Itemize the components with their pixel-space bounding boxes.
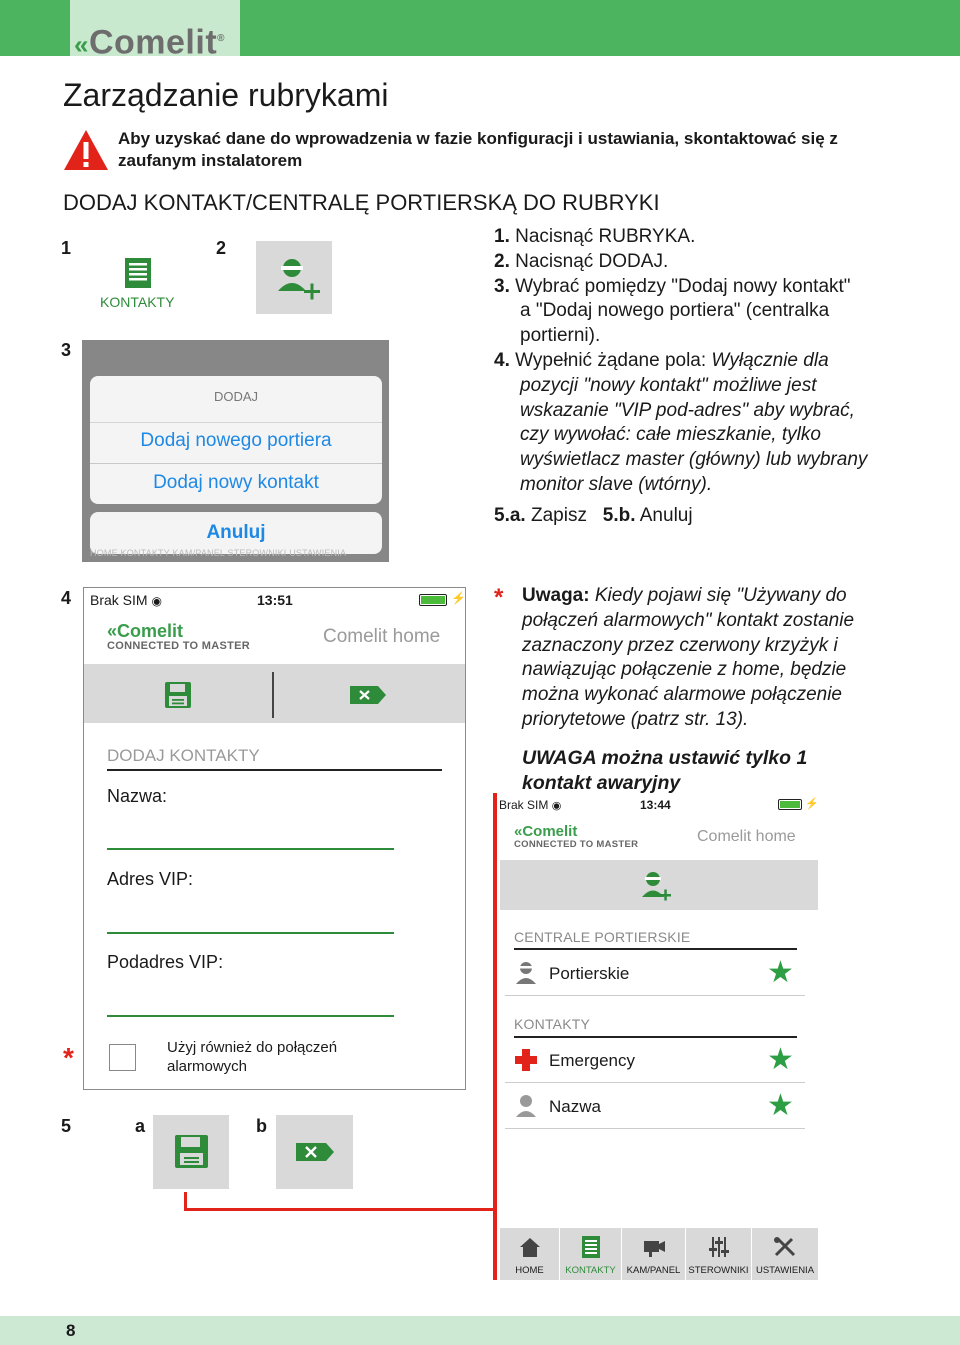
save-icon[interactable] xyxy=(164,681,192,709)
warning-text: Aby uzyskać dane do wprowadzenia w fazie konfiguracji i ustawiania, skontaktować się z zaufanym instalatorem xyxy=(118,129,838,170)
steps-list xyxy=(494,225,914,529)
step-4-line-2: pozycji "nowy kontakt" możliwe jest xyxy=(520,374,817,396)
step-3-line-2: a "Dodaj nowego portiera" (centralka xyxy=(520,300,830,322)
asterisk-marker: * xyxy=(63,1042,74,1073)
cancel-tile[interactable] xyxy=(276,1115,353,1189)
step-4-line-5: wyświetlacz master (główny) lub wybrany xyxy=(520,449,868,471)
favorite-star-icon[interactable]: ★ xyxy=(767,1043,794,1076)
figure-label-1: 1 xyxy=(61,238,72,258)
status-time: 13:51 xyxy=(257,592,293,608)
contact-person-icon xyxy=(515,1094,537,1118)
cancel-delete-icon xyxy=(276,1115,353,1189)
camera-icon xyxy=(642,1236,666,1258)
note-text: Uwaga: Kiedy pojawi się "Używany do połączeń alarmowych" kontakt zostanie zaznaczony przez czerwony krzyżyk i nawiązując połączenie z home, będzie można wykonać alarmowe połączenie priorytetowe (patrz str. 13). xyxy=(522,585,855,730)
home-name: Comelit home xyxy=(697,828,796,845)
contacts-list-icon xyxy=(582,1236,600,1258)
toolbar-separator xyxy=(272,672,274,718)
emergency-checkbox-label: Użyj również do połączeń alarmowych xyxy=(167,1039,338,1075)
nav-controllers[interactable]: STEROWNIKI xyxy=(686,1228,752,1280)
figure-label-a: a xyxy=(135,1116,146,1136)
row-divider xyxy=(505,1128,805,1129)
doorman-name: Portierskie xyxy=(549,964,630,983)
step-1: 1. Nacisnąć RUBRYKA. xyxy=(494,226,696,247)
sliders-icon xyxy=(707,1236,731,1258)
add-contact-button[interactable] xyxy=(256,241,332,314)
app-brand: «Comelit xyxy=(107,621,184,641)
row-divider xyxy=(505,995,805,996)
note-asterisk: * xyxy=(494,584,504,611)
nav-settings[interactable]: USTAWIENIA xyxy=(752,1228,818,1280)
vip-address-label: Adres VIP: xyxy=(107,869,194,889)
divider xyxy=(90,422,382,423)
contact-name: Nazwa xyxy=(549,1097,601,1116)
add-user-icon xyxy=(256,241,332,314)
divider xyxy=(90,463,382,464)
battery-icon xyxy=(778,799,802,810)
status-carrier: Brak SIM ◉ xyxy=(499,798,562,812)
step-4-line-4: czy wywołać: całe mieszkanie, tylko xyxy=(520,424,821,446)
dimmed-tab-bar: HOME KONTAKTY KAM/PANEL STEROWNIKI USTAWIENIA xyxy=(90,548,347,558)
add-user-icon[interactable] xyxy=(638,870,672,902)
vip-subaddress-label: Podadres VIP: xyxy=(107,952,224,972)
status-time: 13:44 xyxy=(640,798,671,812)
contacts-tab-label[interactable]: KONTAKTY xyxy=(100,294,175,310)
favorite-star-icon[interactable]: ★ xyxy=(767,956,794,989)
contacts-toolbar xyxy=(500,860,818,910)
doorman-section-heading: CENTRALE PORTIERSKIE xyxy=(514,929,691,945)
charging-icon: ⚡ xyxy=(451,591,466,605)
battery-icon xyxy=(419,594,447,606)
emergency-cross-icon xyxy=(514,1048,538,1072)
nav-home[interactable]: HOME xyxy=(500,1228,560,1280)
add-contact-option[interactable]: Dodaj nowy kontakt xyxy=(153,472,319,493)
bottom-nav xyxy=(500,1228,818,1280)
doorman-icon xyxy=(515,961,537,985)
step-4-line-3: wskazanie "VIP pod-adres" aby wybrać, xyxy=(520,399,855,421)
heading-rule xyxy=(514,948,797,950)
favorite-star-icon[interactable]: ★ xyxy=(767,1089,794,1122)
name-label: Nazwa: xyxy=(107,786,168,806)
charging-icon: ⚡ xyxy=(805,798,819,810)
connection-status: CONNECTED TO MASTER xyxy=(107,640,251,652)
figure-label-3: 3 xyxy=(61,340,72,360)
contacts-section-heading: KONTAKTY xyxy=(514,1016,591,1032)
connector-line xyxy=(184,1208,496,1211)
figure-label-4: 4 xyxy=(61,588,72,608)
cancel-delete-icon[interactable] xyxy=(350,686,386,704)
logo-mark-icon: « xyxy=(74,29,89,60)
warning-icon xyxy=(62,128,110,172)
action-sheet-title: DODAJ xyxy=(213,389,259,404)
page-title: Zarządzanie rubrykami xyxy=(63,77,389,113)
page-number: 8 xyxy=(66,1321,76,1340)
footer-bar xyxy=(0,1316,960,1345)
home-icon xyxy=(518,1236,542,1258)
form-heading: DODAJ KONTAKTY xyxy=(107,746,260,765)
step-2: 2. Nacisnąć DODAJ. xyxy=(494,250,669,272)
app-brand: «Comelit xyxy=(514,823,578,840)
heading-rule xyxy=(514,1036,797,1038)
section-heading: DODAJ KONTAKT/CENTRALĘ PORTIERSKĄ DO RUBRYKI xyxy=(63,190,660,215)
connector-line xyxy=(493,793,497,1280)
step-3: 3. Wybrać pomiędzy "Dodaj nowy kontakt" xyxy=(494,275,851,297)
comelit-logo: «Comelit® xyxy=(74,23,226,62)
emergency-contact-name: Emergency xyxy=(549,1051,635,1070)
wifi-icon: ◉ xyxy=(151,594,162,608)
add-doorman-option[interactable]: Dodaj nowego portiera xyxy=(140,430,332,451)
figure-label-b: b xyxy=(256,1116,267,1136)
status-carrier: Brak SIM ◉ xyxy=(90,592,162,608)
home-name: Comelit home xyxy=(323,626,441,647)
save-icon xyxy=(153,1115,229,1189)
emergency-checkbox[interactable] xyxy=(109,1044,136,1071)
vip-address-field[interactable] xyxy=(107,932,394,934)
nav-cam-panel[interactable]: KAM/PANEL xyxy=(622,1228,686,1280)
tools-icon xyxy=(773,1236,797,1258)
nav-contacts[interactable]: KONTAKTY xyxy=(560,1228,622,1280)
save-tile[interactable] xyxy=(153,1115,229,1189)
vip-subaddress-field[interactable] xyxy=(107,1015,394,1017)
step-5: 5.a. Zapisz 5.b. Anuluj xyxy=(494,504,693,526)
connection-status: CONNECTED TO MASTER xyxy=(514,839,639,850)
contacts-list-icon[interactable] xyxy=(124,257,152,289)
figure-label-2: 2 xyxy=(216,238,227,258)
cancel-button[interactable]: Anuluj xyxy=(206,522,266,543)
emergency-warning: UWAGA można ustawić tylko 1 kontakt awaryjny xyxy=(522,747,808,794)
step-4: 4. Wypełnić żądane pola: Wyłącznie dla xyxy=(494,349,829,371)
step-4-line-6: monitor slave (wtórny). xyxy=(520,473,713,495)
step-3-line-3: portierni). xyxy=(520,325,601,347)
wifi-icon: ◉ xyxy=(551,800,562,812)
figure-label-5: 5 xyxy=(61,1116,72,1136)
name-field[interactable] xyxy=(107,848,394,850)
row-divider xyxy=(505,1082,805,1083)
form-toolbar xyxy=(84,664,465,723)
heading-rule xyxy=(107,769,442,771)
